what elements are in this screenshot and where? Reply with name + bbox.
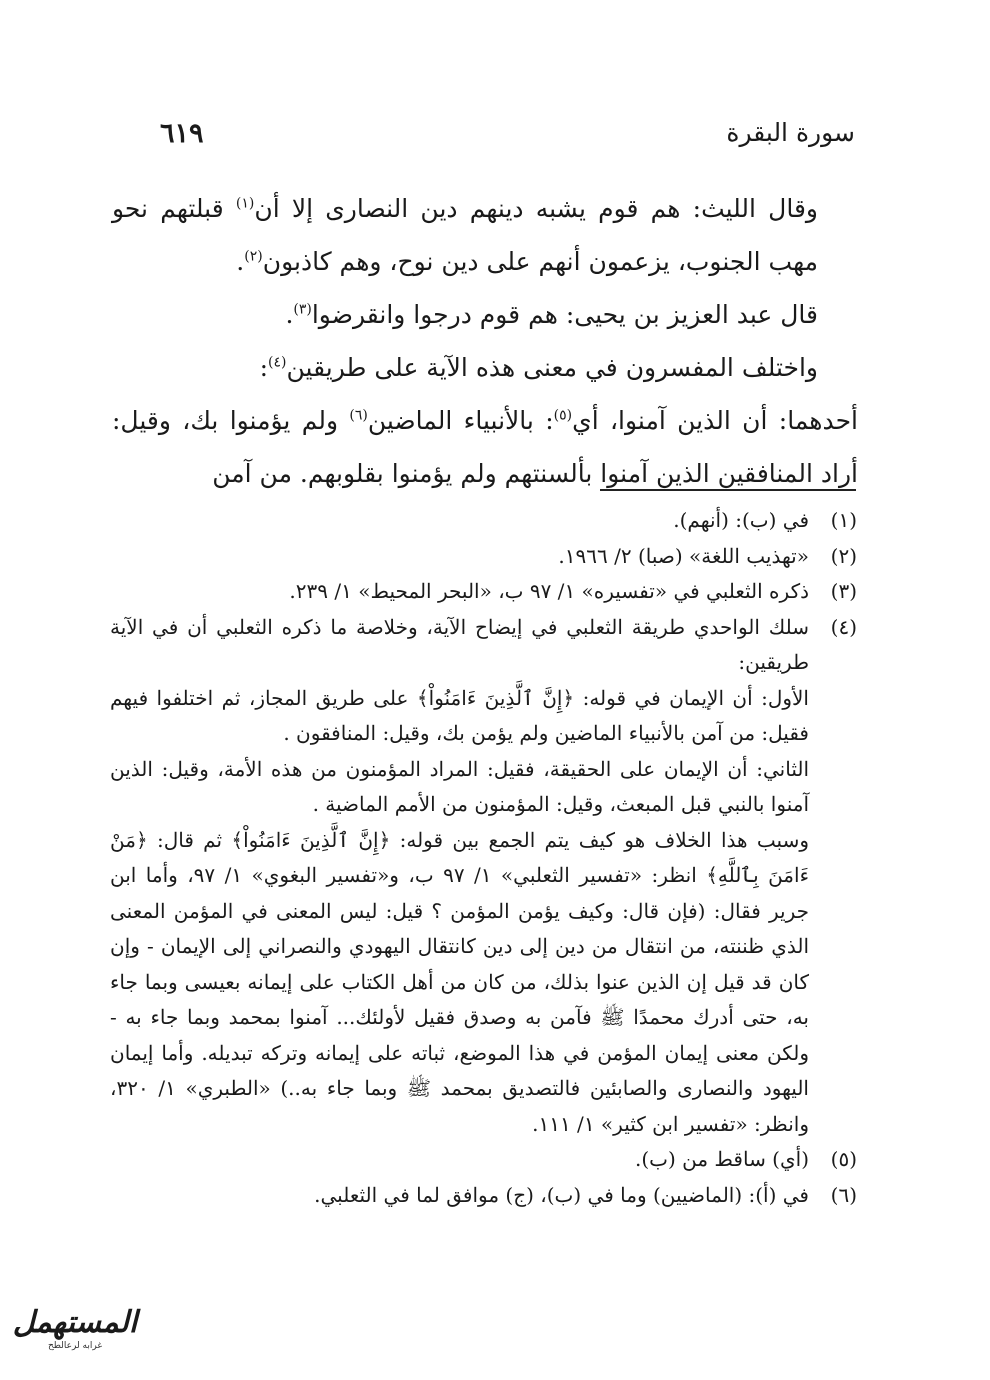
footnote-number: (٥) bbox=[830, 1147, 857, 1171]
footnote-body bbox=[110, 1142, 809, 1178]
footnote-ref: (٣) bbox=[293, 301, 312, 318]
footnote-ref: (٦) bbox=[349, 407, 368, 424]
text-run: قبلتهم نحو مهب الجنوب، يزعمون أنهم على دين نوح، وهم كاذبون bbox=[112, 194, 818, 276]
footnote-text: ذكره الثعلبي في «تفسيره» ١/ ٩٧ ب، «البحر المحيط» ١/ ٢٣٩. bbox=[289, 579, 809, 603]
text-run: . bbox=[285, 300, 294, 329]
footnote-number: (٣) bbox=[830, 579, 857, 603]
paragraph-1 bbox=[112, 182, 858, 288]
text-run: : بالأنبياء الماضين bbox=[367, 406, 554, 435]
footnote-body bbox=[110, 539, 809, 575]
footnote-body bbox=[110, 1178, 809, 1214]
footnote-body bbox=[110, 503, 809, 539]
paragraph-2 bbox=[112, 288, 858, 341]
footnote-number: (١) bbox=[830, 508, 857, 532]
footnote-ref: (٥) bbox=[553, 407, 573, 424]
footnotes bbox=[110, 503, 857, 1213]
footnote bbox=[110, 1142, 857, 1178]
text-run: واختلف المفسرون في معنى هذه الآية على طريقين bbox=[286, 353, 818, 382]
footnote-body bbox=[110, 574, 809, 610]
footnote-number: (٤) bbox=[830, 614, 857, 639]
text-run: قال عبد العزيز بن يحيى: هم قوم درجوا وانقرضوا bbox=[311, 300, 818, 329]
footnote-separator bbox=[600, 489, 856, 491]
footnote-text: الثاني: أن الإيمان على الحقيقة، فقيل: المراد المؤمنون من هذه الأمة، وقيل: الذين آمنوا بالنبي قبل المبعث، وقيل: المؤمنون من الأمم الماضية . bbox=[110, 756, 809, 816]
footnote-text: «تهذيب اللغة» (صبا) ٢/ ١٩٦٦. bbox=[558, 543, 809, 568]
footnote-text: سلك الواحدي طريقة الثعلبي في إيضاح الآية، وخلاصة ما ذكره الثعلبي أن في الآية طريقين: bbox=[110, 614, 809, 674]
main-text bbox=[112, 182, 858, 500]
paragraph-3 bbox=[112, 341, 858, 394]
footnote-number: (٦) bbox=[830, 1182, 857, 1207]
footnote-text: وسبب هذا الخلاف هو كيف يتم الجمع بين قوله: ﴿إِنَّ ٱلَّذِينَ ءَامَنُواْ﴾ ثم قال: ﴿مَنْ ءَامَنَ بِٱللَّهِ﴾ انظر: «تفسير الثعلبي» ١/ ٩٧ ب، و«تفسير البغوي» ١/ ٩٧، وأما ابن جرير فقال: (فإن قال: وكيف يؤمن المؤمن ؟ قيل: ليس المعنى في المؤمن المعنى الذي ظننته، من انتقال من دين إلى دين كانتقال اليهودي والنصراني إلى الإيمان - وإن كان قد قيل إن الذين عنوا بذلك، من كان من أهل الكتاب على إيمانه بعيسى وبما جاء به، حتى أدرك محمدًا ﷺ فآمن به وصدق فقيل لأولئك... آمنوا بمحمد وبما جاء به - ولكن معنى إيمان المؤمن في هذا الموضع، ثباته على إيمانه وتركه تبديله. وأما إيمان اليهود والنصارى والصابئين فالتصديق بمحمد ﷺ وبما جاء به..) «الطبري» ١/ ٣٢٠، وانظر: «تفسير ابن كثير» ١/ ١١١. bbox=[110, 827, 809, 1136]
footnote-ref: (٤) bbox=[268, 354, 287, 371]
text-run: أحدهما: أن الذين آمنوا، أي bbox=[572, 406, 858, 435]
footnote-number: (٢) bbox=[830, 543, 857, 568]
svg-text:غرابه لرعالطح: غرابه لرعالطح bbox=[47, 1341, 103, 1351]
running-title: سورة البقرة bbox=[726, 118, 855, 147]
footnote-ref: (١) bbox=[235, 195, 255, 212]
footnote bbox=[110, 610, 857, 1143]
footnote bbox=[110, 539, 857, 575]
footnote-text: الأول: أن الإيمان في قوله: ﴿إِنَّ ٱلَّذِينَ ءَامَنُواْ﴾ على طريق المجاز، ثم اختلفوا فيهم فقيل: من آمن بالأنبياء الماضين ولم يؤمن بك، وقيل: المنافقون . bbox=[110, 685, 809, 745]
footnote-text: في (أ): (الماضيين) وما في (ب)، (ج) موافق لما في الثعلبي. bbox=[314, 1182, 809, 1207]
text-run: ولم يؤمنوا بك، وقيل: أراد المنافقين الذين آمنوا بألسنتهم ولم يؤمنوا بقلوبهم. من آمن bbox=[112, 406, 858, 488]
footnote bbox=[110, 574, 857, 610]
paragraph-4 bbox=[112, 394, 858, 500]
page-number: ٦١٩ bbox=[160, 118, 204, 149]
footnote-text: (أي) ساقط من (ب). bbox=[634, 1147, 809, 1171]
footnote bbox=[110, 503, 857, 539]
svg-text:المستهمل: المستهمل bbox=[12, 1305, 138, 1340]
text-run: : bbox=[259, 353, 269, 382]
publisher-logo bbox=[8, 1292, 143, 1354]
footnote-body bbox=[110, 610, 809, 1143]
page-header bbox=[160, 118, 855, 158]
text-run: . bbox=[236, 247, 245, 276]
text-run: وقال الليث: هم قوم يشبه دينهم دين النصارى إلا أن bbox=[254, 194, 818, 223]
footnote-ref: (٢) bbox=[244, 248, 263, 265]
footnote bbox=[110, 1178, 857, 1214]
footnote-text: في (ب): (أنهم). bbox=[673, 508, 809, 532]
